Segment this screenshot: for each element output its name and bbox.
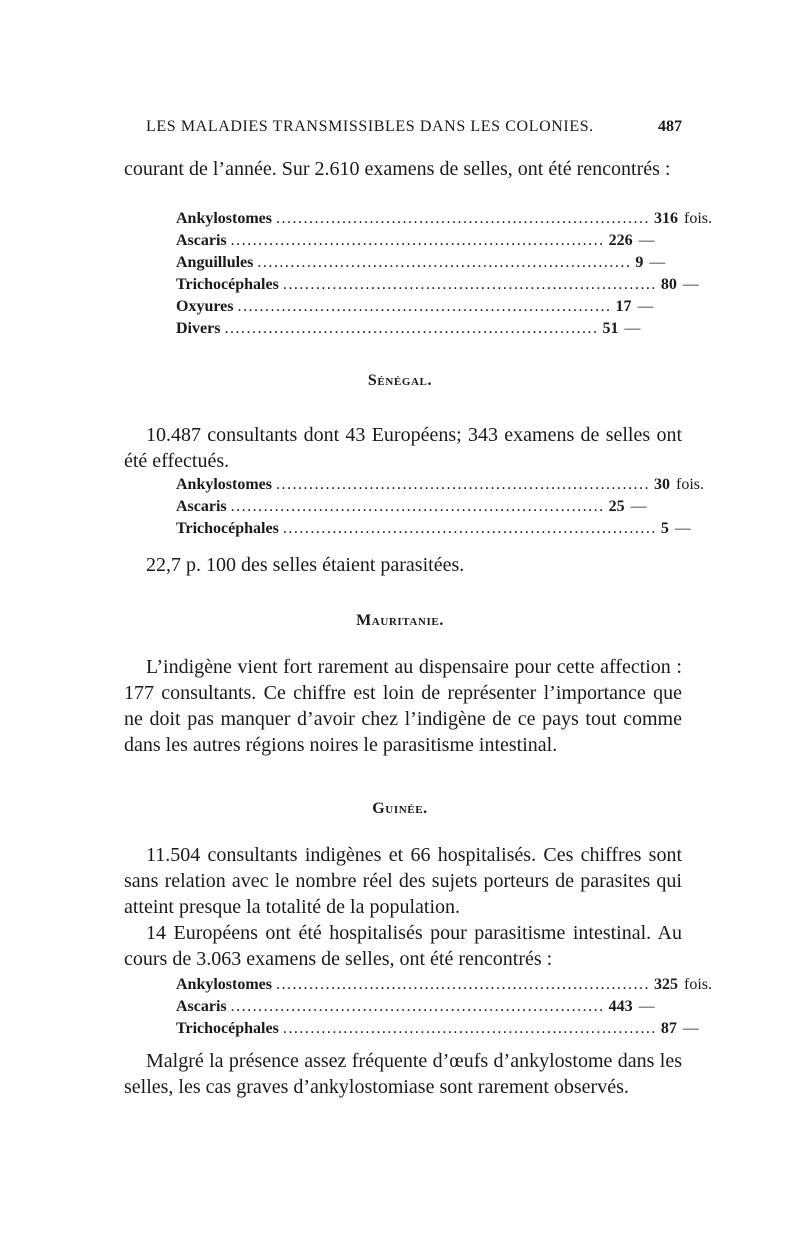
- row-value: 30: [654, 476, 671, 493]
- row-unit: —: [638, 998, 655, 1015]
- table-row: [176, 298, 654, 320]
- table-row: [176, 232, 655, 254]
- senegal-paragraph: 10.487 consultants dont 43 Européens; 343 examens de selles ont été effectués.: [124, 424, 682, 472]
- section-title-guinee: Guinée.: [372, 800, 428, 817]
- leader-dots: ....................................................................: [224, 320, 599, 337]
- row-unit: —: [637, 298, 654, 315]
- row-name: Anguillules: [176, 254, 254, 271]
- row-name: Ascaris: [176, 998, 227, 1015]
- table-row: [176, 254, 666, 276]
- senegal-conclusion: 22,7 p. 100 des selles étaient parasitées.: [146, 554, 465, 576]
- leader-dots: ....................................................................: [276, 476, 651, 493]
- row-value: 51: [602, 320, 619, 337]
- table-row: [176, 976, 713, 998]
- leader-dots: ....................................................................: [237, 298, 612, 315]
- row-name: Ascaris: [176, 232, 227, 249]
- leader-dots: ....................................................................: [257, 254, 632, 271]
- leader-dots: ....................................................................: [276, 976, 651, 993]
- row-unit: —: [682, 1020, 699, 1037]
- section-title-mauritanie: Mauritanie.: [356, 612, 444, 629]
- row-unit: fois.: [684, 976, 713, 993]
- row-unit: —: [649, 254, 666, 271]
- table-row: [176, 320, 641, 342]
- table-row: [176, 998, 655, 1020]
- row-unit: —: [674, 520, 691, 537]
- section-title-senegal: Sénégal.: [367, 372, 433, 389]
- leader-dots: ....................................................................: [282, 1020, 657, 1037]
- row-name: Ankylostomes: [176, 210, 273, 227]
- row-value: 325: [654, 976, 679, 993]
- row-unit: —: [682, 276, 699, 293]
- mauritanie-paragraph: L’indigène vient fort rarement au dispensaire pour cette affection : 177 consultants. Ce chiffre est loin de représenter l’importance que ne doit pas manquer d’avoir chez l’indigène de ce pays tout comme dans les autres régions noires le parasitisme intestinal.: [124, 656, 682, 756]
- page-number: 487: [658, 118, 682, 135]
- leader-dots: ....................................................................: [230, 232, 605, 249]
- table-row: [176, 498, 647, 520]
- row-unit: fois.: [676, 476, 705, 493]
- table-row: [176, 476, 705, 498]
- leader-dots: ....................................................................: [282, 276, 657, 293]
- table-parasites-senegal: [176, 476, 705, 542]
- row-name: Trichocéphales: [176, 520, 279, 537]
- header-title: LES MALADIES TRANSMISSIBLES DANS LES COLONIES.: [146, 118, 594, 135]
- row-name: Ankylostomes: [176, 476, 273, 493]
- row-value: 80: [660, 276, 677, 293]
- row-value: 226: [608, 232, 633, 249]
- guinee-closing: Malgré la présence assez fréquente d’œufs d’ankylostome dans les selles, les cas graves d’ankylostomiase sont rarement observés.: [124, 1050, 682, 1098]
- table-row: [176, 520, 691, 542]
- row-name: Trichocéphales: [176, 276, 279, 293]
- intro-paragraph: courant de l’année. Sur 2.610 examens de selles, ont été rencontrés :: [124, 158, 671, 180]
- table-parasites-1: [176, 210, 713, 342]
- table-row: [176, 276, 699, 298]
- running-header: [146, 118, 682, 136]
- row-name: Ascaris: [176, 498, 227, 515]
- row-unit: —: [624, 320, 641, 337]
- leader-dots: ....................................................................: [230, 998, 605, 1015]
- row-value: 443: [608, 998, 633, 1015]
- row-unit: fois.: [684, 210, 713, 227]
- table-parasites-guinee: [176, 976, 713, 1042]
- row-unit: —: [638, 232, 655, 249]
- table-row: [176, 1020, 699, 1042]
- row-value: 87: [660, 1020, 677, 1037]
- table-row: [176, 210, 713, 232]
- row-unit: —: [630, 498, 647, 515]
- row-name: Oxyures: [176, 298, 234, 315]
- row-name: Ankylostomes: [176, 976, 273, 993]
- row-value: 5: [660, 520, 669, 537]
- row-value: 316: [654, 210, 679, 227]
- guinee-paragraph-1: 11.504 consultants indigènes et 66 hospitalisés. Ces chiffres sont sans relation avec le nombre réel des sujets porteurs de parasites qui atteint presque la totalité de la population.: [124, 844, 682, 918]
- row-name: Divers: [176, 320, 221, 337]
- row-value: 9: [635, 254, 644, 271]
- leader-dots: ....................................................................: [276, 210, 651, 227]
- row-name: Trichocéphales: [176, 1020, 279, 1037]
- leader-dots: ....................................................................: [282, 520, 657, 537]
- guinee-paragraph-2: 14 Européens ont été hospitalisés pour parasitisme intestinal. Au cours de 3.063 examens de selles, ont été rencontrés :: [124, 922, 682, 970]
- row-value: 17: [615, 298, 632, 315]
- row-value: 25: [608, 498, 625, 515]
- leader-dots: ....................................................................: [230, 498, 605, 515]
